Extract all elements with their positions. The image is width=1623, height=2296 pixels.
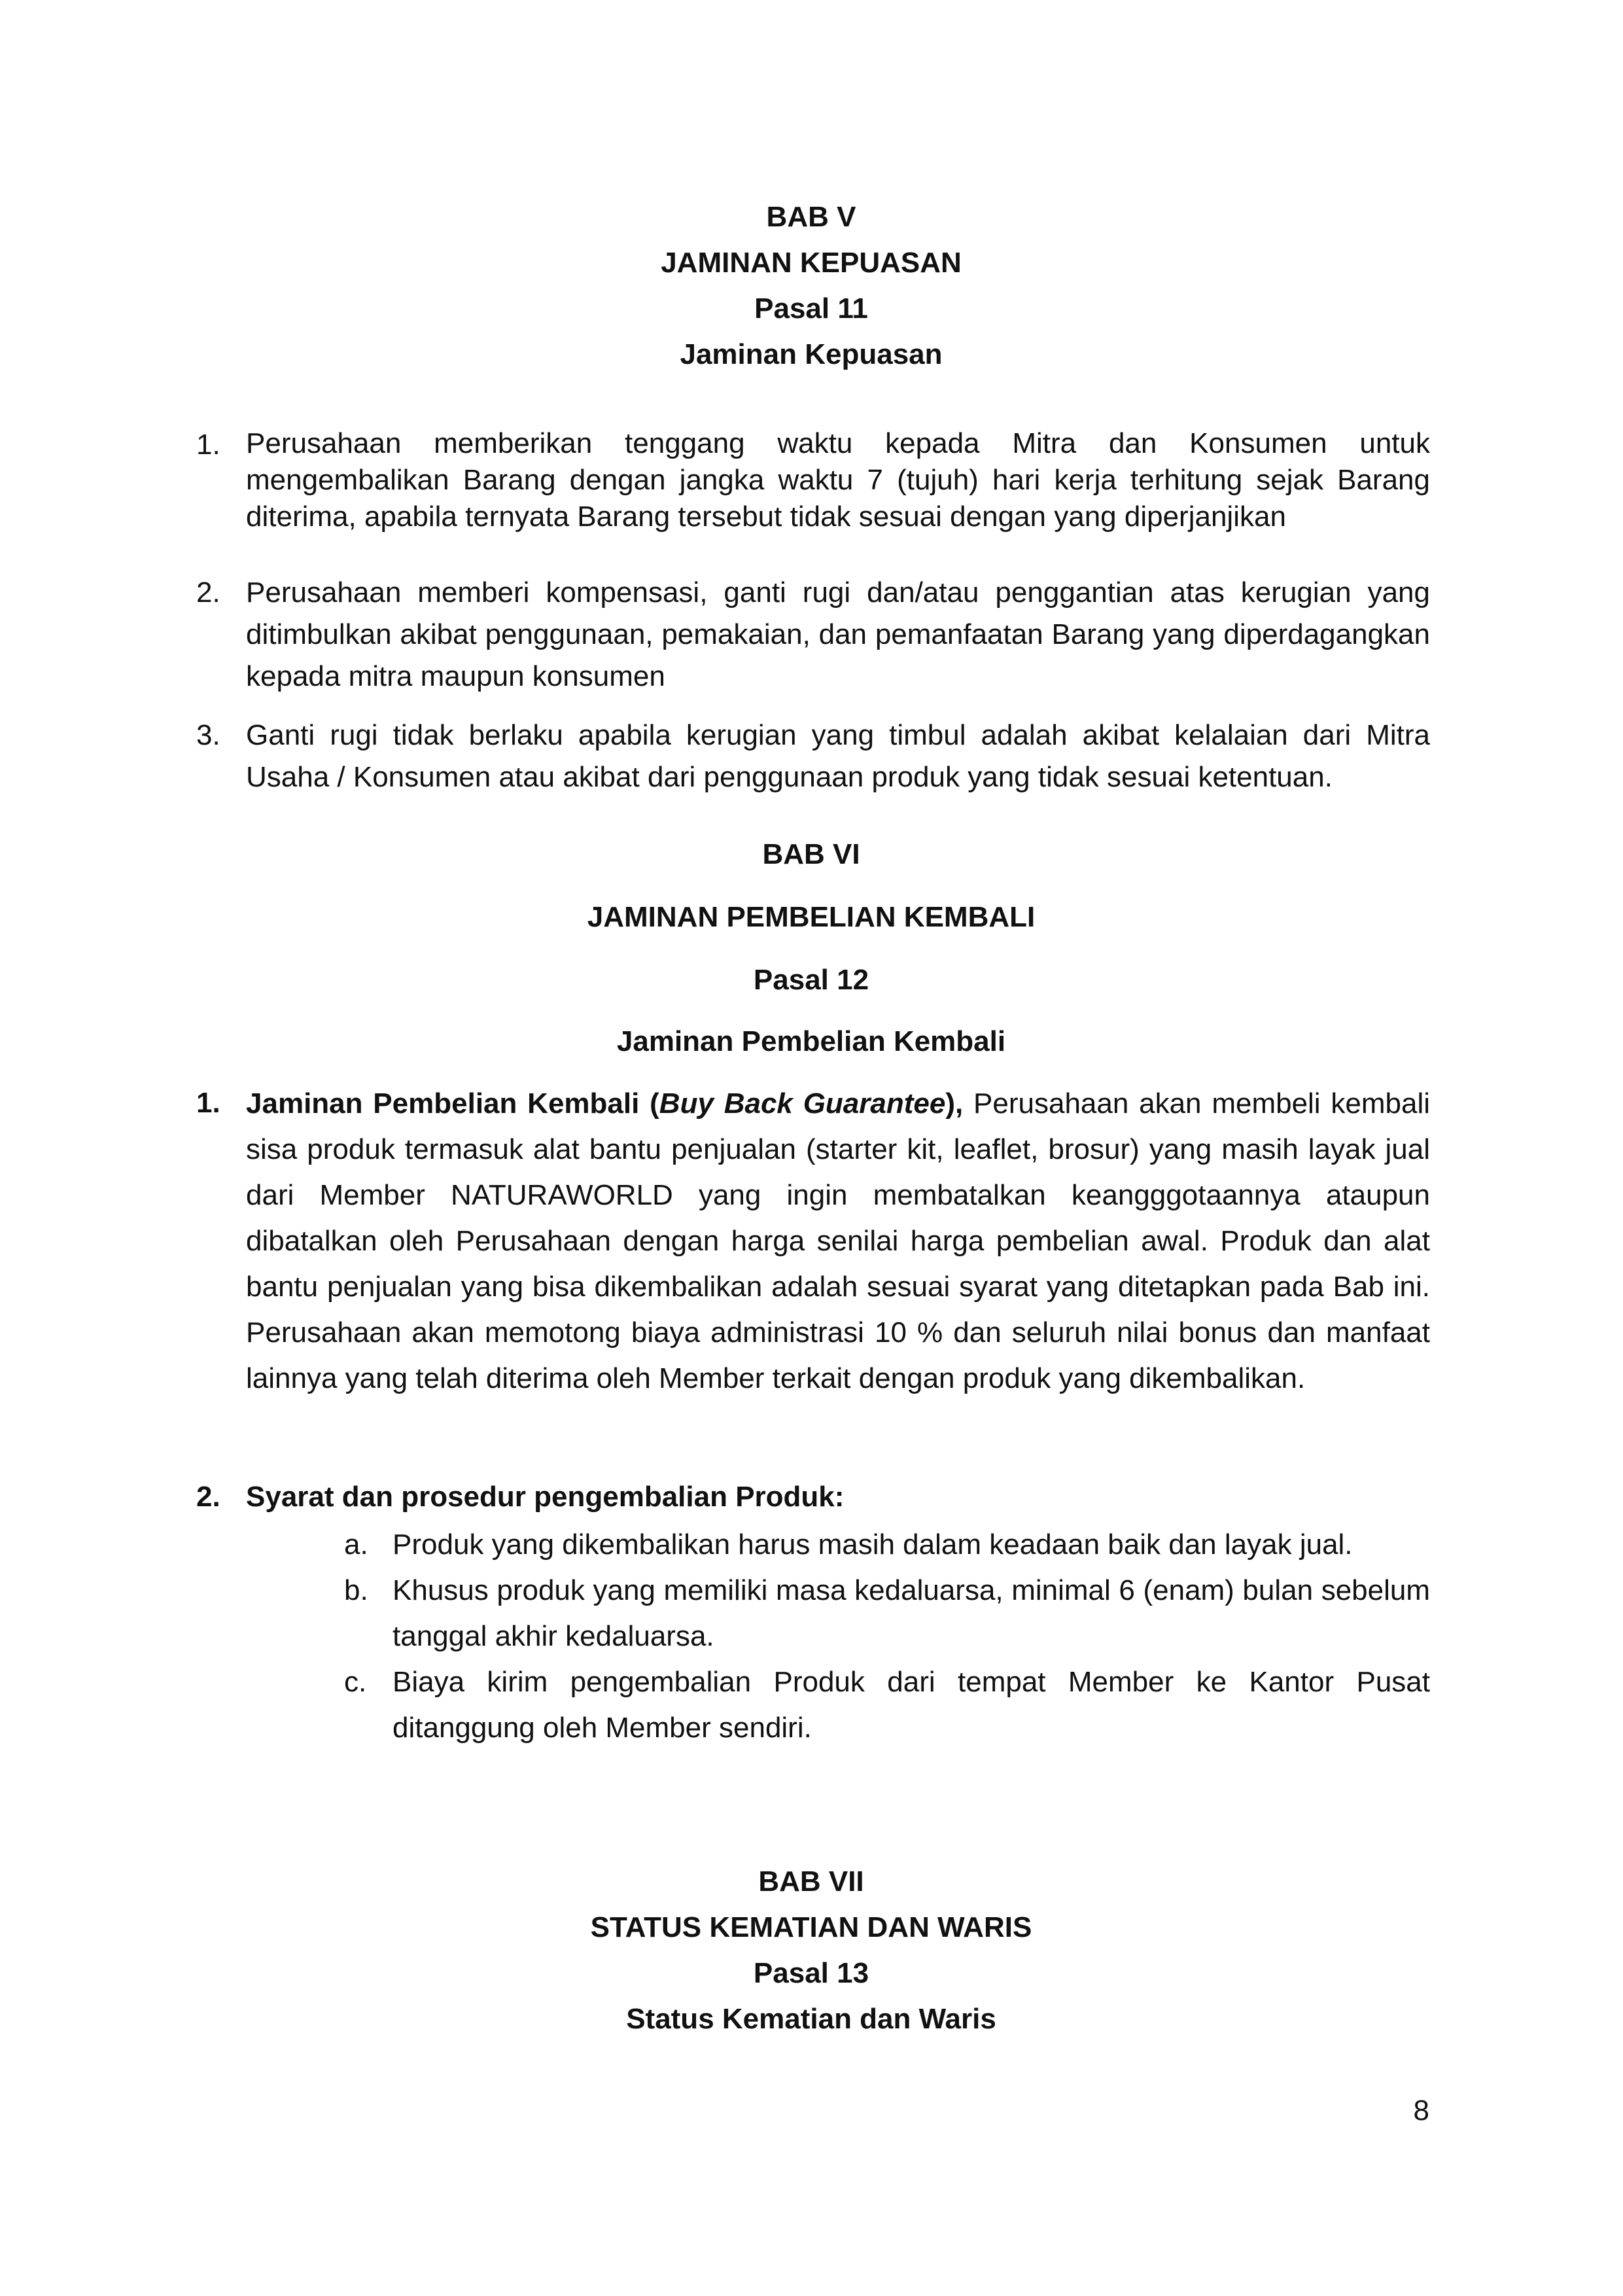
article-number: Pasal 11 bbox=[754, 292, 868, 325]
list-number: 1. bbox=[196, 429, 220, 461]
chapter-title: STATUS KEMATIAN DAN WARIS bbox=[590, 1911, 1032, 1943]
list-item-text: Perusahaan memberikan tenggang waktu kepada Mitra dan Konsumen untuk mengembalikan Barang dengan jangka waktu 7 (tujuh) hari kerja terhitung sejak Barang diterima, apabila ternyata Barang tersebut tidak sesuai dengan yang diperjanjikan bbox=[246, 427, 1430, 533]
sublist-item-text: Biaya kirim pengembalian Produk dari tempat Member ke Kantor Pusat ditanggung oleh Member sendiri. bbox=[393, 1666, 1430, 1744]
sublist-item-text: Khusus produk yang memiliki masa kedaluarsa, minimal 6 (enam) bulan sebelum tanggal akhir kedaluarsa. bbox=[393, 1574, 1430, 1652]
chapter-number: BAB VI bbox=[762, 838, 860, 870]
list-item-lead-end: ), bbox=[945, 1087, 964, 1120]
list-item-text: Perusahaan memberi kompensasi, ganti rugi dan/atau penggantian atas kerugian yang ditimbulkan akibat penggunaan, pemakaian, dan pemanfaatan Barang yang diperdagangkan kepada mitra maupun konsumen bbox=[246, 576, 1430, 692]
list-item-heading: Syarat dan prosedur pengembalian Produk: bbox=[246, 1481, 845, 1513]
chapter-number: BAB VII bbox=[758, 1865, 864, 1898]
chapter-number: BAB V bbox=[766, 201, 856, 233]
article-number: Pasal 12 bbox=[753, 964, 869, 996]
list-item-body: Perusahaan akan membeli kembali sisa produk termasuk alat bantu penjualan (starter kit, leaflet, brosur) yang masih layak jual dari Member NATURAWORLD yang ingin membatalkan keangggotaannya ataupun dibatalkan oleh Perusahaan dengan harga senilai harga pembelian awal. Produk dan alat bantu penjualan yang bisa dikembalikan adalah sesuai syarat yang ditetapkan pada Bab ini. Perusahaan akan memotong biaya administrasi 10 % dan seluruh nilai bonus dan manfaat lainnya yang telah diterima oleh Member terkait dengan produk yang dikembalikan. bbox=[246, 1087, 1430, 1394]
list-number: 3. bbox=[196, 719, 220, 751]
list-item-lead-italic: Buy Back Guarantee bbox=[659, 1087, 946, 1120]
sublist-item-text: Produk yang dikembalikan harus masih dalam keadaan baik dan layak jual. bbox=[393, 1528, 1353, 1561]
list-number: 2. bbox=[196, 576, 220, 609]
page-number: 8 bbox=[1413, 2094, 1429, 2127]
list-item-text bbox=[246, 1081, 1430, 1402]
article-title: Jaminan Kepuasan bbox=[680, 338, 943, 370]
chapter-title: JAMINAN PEMBELIAN KEMBALI bbox=[587, 901, 1036, 933]
list-item-text: Ganti rugi tidak berlaku apabila kerugian yang timbul adalah akibat kelalaian dari Mitra Usaha / Konsumen atau akibat dari penggunaan produk yang tidak sesuai ketentuan. bbox=[246, 719, 1430, 793]
article-number: Pasal 13 bbox=[753, 1957, 869, 1989]
sublist-letter: a. bbox=[344, 1528, 368, 1561]
chapter-title: JAMINAN KEPUASAN bbox=[661, 247, 962, 279]
article-title: Jaminan Pembelian Kembali bbox=[616, 1025, 1006, 1057]
list-item-lead: Jaminan Pembelian Kembali ( bbox=[246, 1087, 659, 1120]
sublist-letter: c. bbox=[344, 1666, 367, 1698]
article-title: Status Kematian dan Waris bbox=[626, 2003, 996, 2035]
list-number: 1. bbox=[196, 1087, 220, 1119]
sublist-letter: b. bbox=[344, 1574, 368, 1606]
list-number: 2. bbox=[196, 1481, 220, 1513]
